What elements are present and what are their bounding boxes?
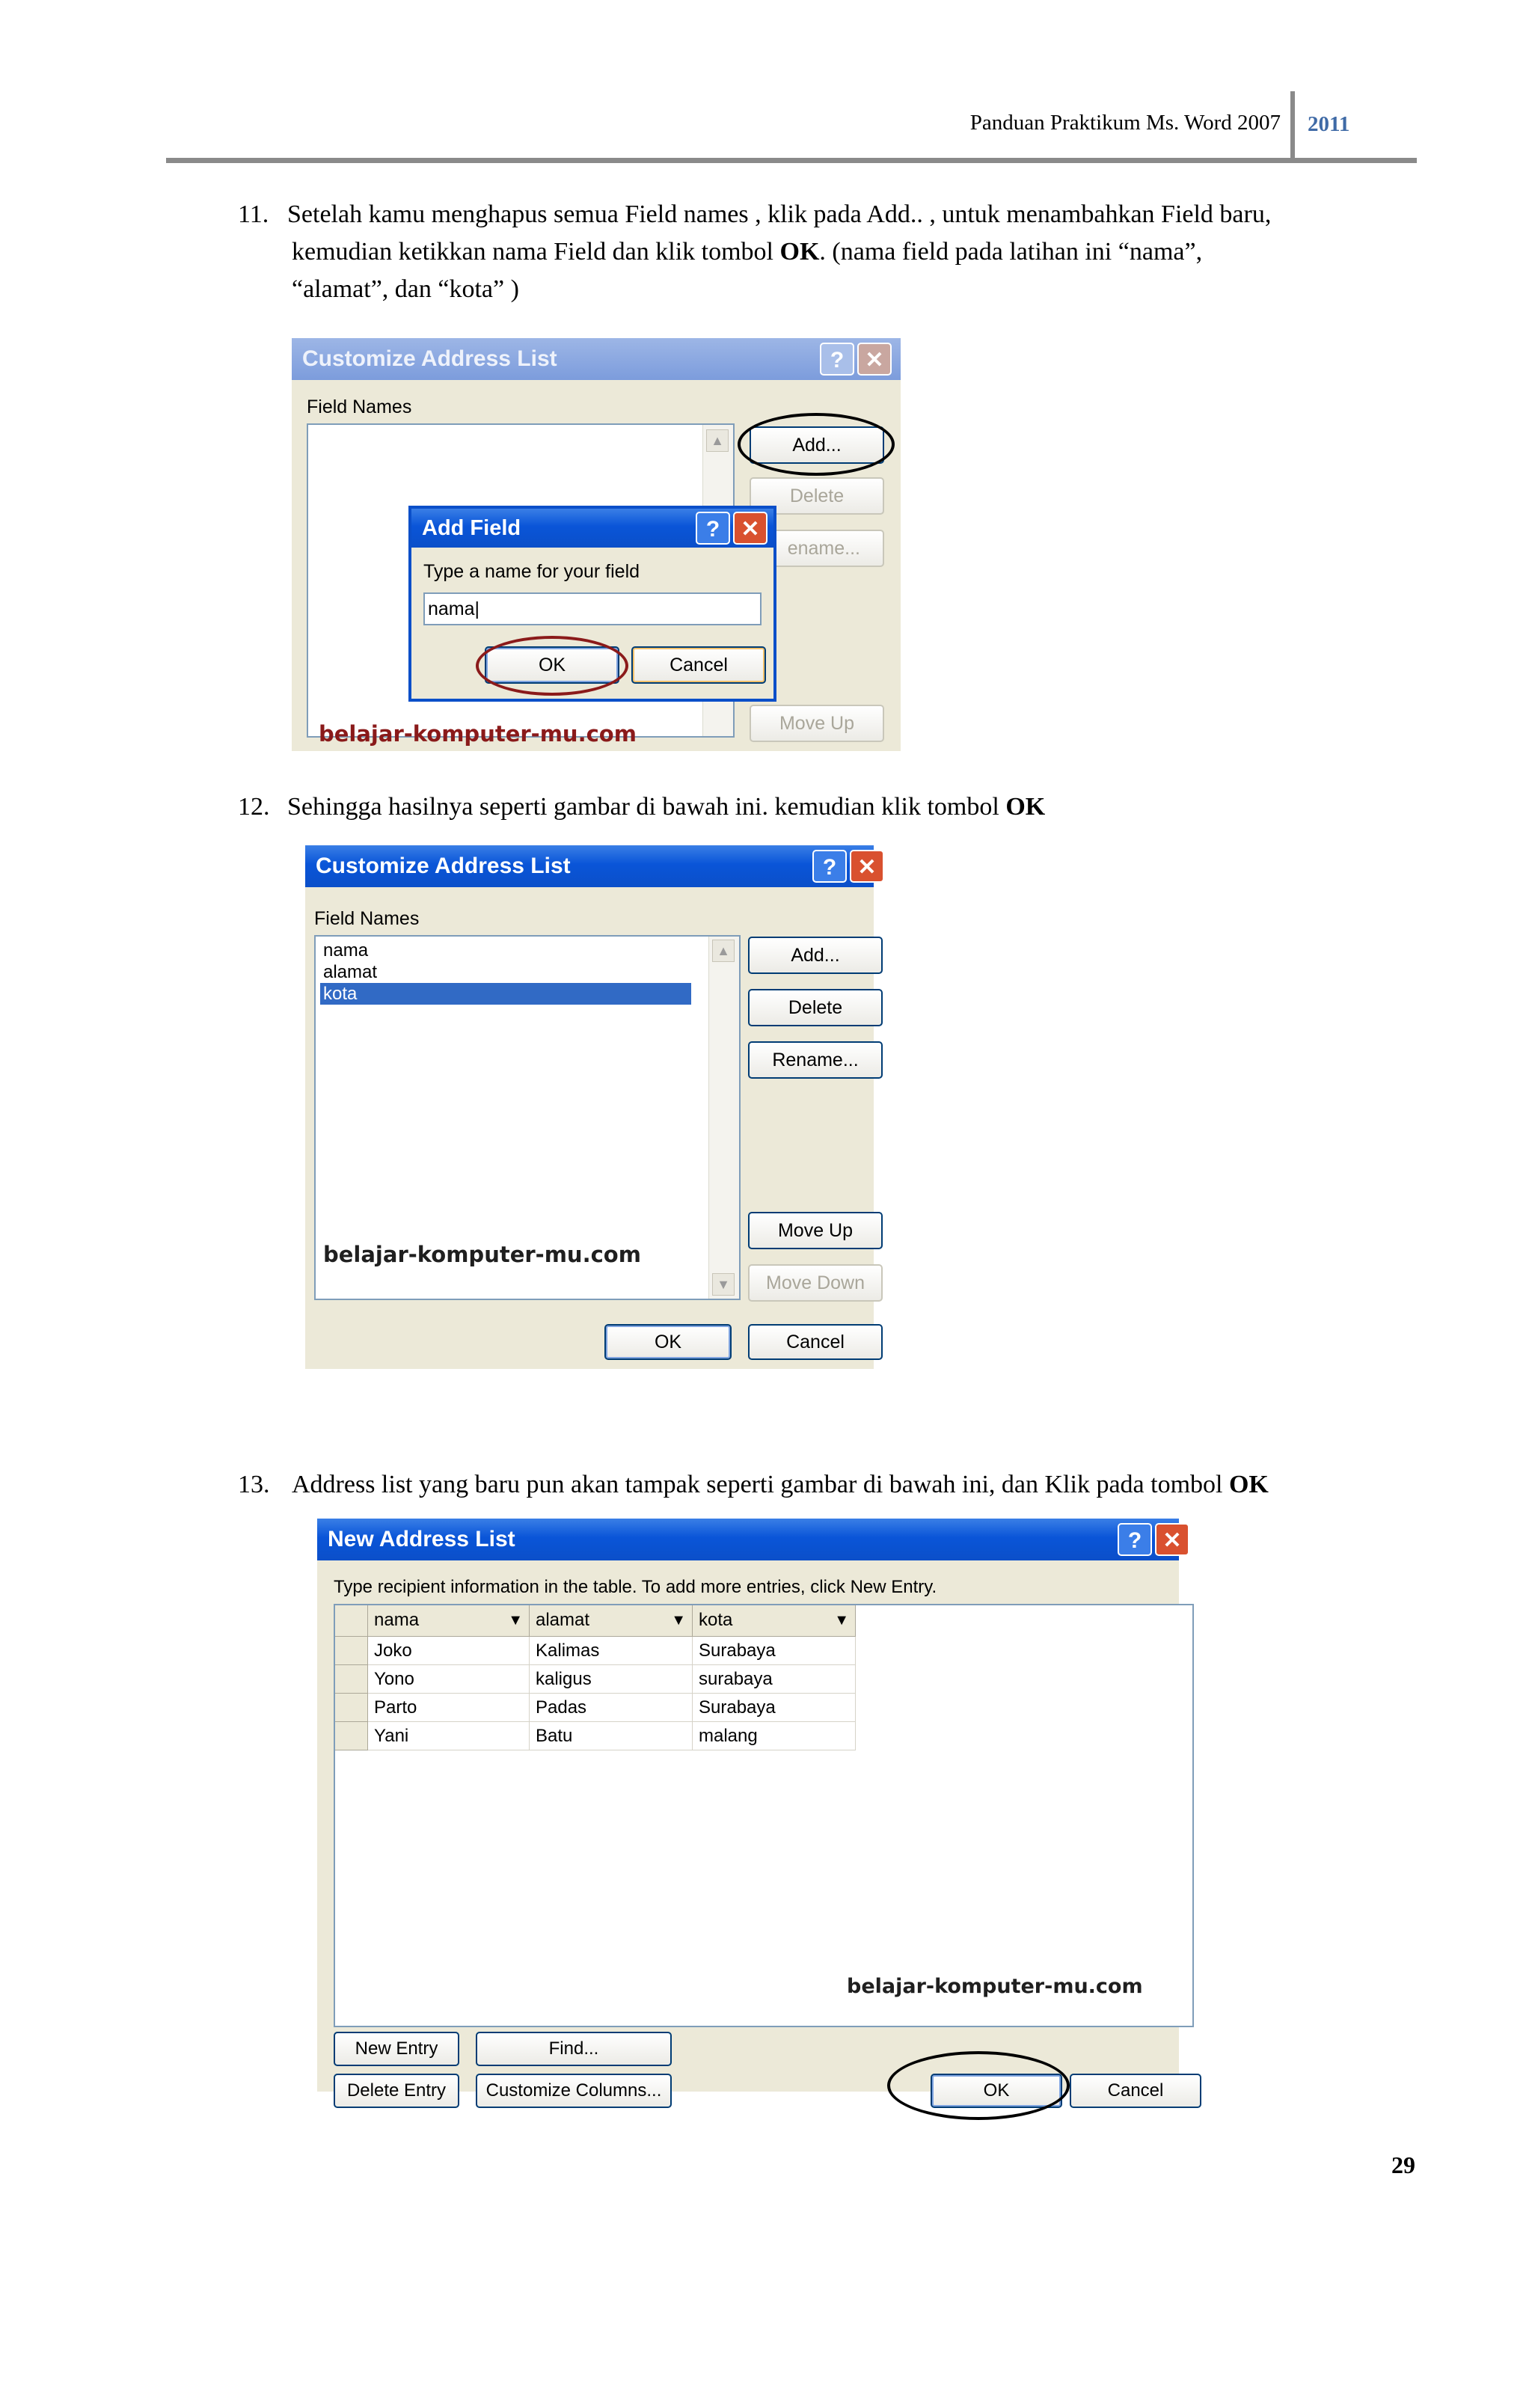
table-cell[interactable]: kaligus	[530, 1665, 693, 1694]
ok-button[interactable]: OK	[931, 2074, 1062, 2108]
field-name-value: nama	[428, 598, 475, 619]
screenshot-customize-address-list-result	[305, 845, 877, 1369]
highlight-oval	[738, 413, 895, 476]
field-names-list[interactable]	[314, 935, 741, 1300]
table-cell[interactable]: Surabaya	[693, 1637, 856, 1665]
chevron-up-icon[interactable]: ▲	[712, 940, 735, 962]
header-rule	[166, 158, 1417, 163]
step-12	[238, 788, 1435, 826]
row-header[interactable]	[335, 1637, 368, 1665]
add-button[interactable]: Add...	[748, 937, 883, 974]
step-text-line-1: Setelah kamu menghapus semua Field names , klik pada Add.. , untuk menambahkan Field baru,	[287, 200, 1272, 228]
move-down-button[interactable]: Move Down	[748, 1264, 883, 1302]
watermark: belajar-komputer-mu.com	[319, 721, 637, 747]
column-header-label: kota	[699, 1610, 733, 1630]
table-cell[interactable]: Kalimas	[530, 1637, 693, 1665]
cancel-button[interactable]: Cancel	[631, 646, 766, 684]
chevron-up-icon[interactable]: ▲	[706, 429, 729, 452]
rename-button[interactable]: Rename...	[748, 1041, 883, 1079]
watermark: belajar-komputer-mu.com	[847, 1975, 1143, 1998]
dialog-title-bar	[292, 338, 901, 380]
dialog-title: Customize Address List	[302, 346, 557, 371]
dialog-title: New Address List	[328, 1527, 515, 1551]
table-cell[interactable]: Parto	[368, 1694, 530, 1722]
step-text	[292, 1466, 1269, 1504]
table-cell[interactable]: malang	[693, 1722, 856, 1750]
delete-entry-button[interactable]: Delete Entry	[334, 2074, 459, 2108]
row-header[interactable]	[335, 1665, 368, 1694]
delete-button[interactable]: Delete	[750, 477, 884, 515]
list-item-selected[interactable]: kota	[320, 983, 691, 1005]
add-field-dialog	[408, 506, 776, 702]
ok-button[interactable]: OK	[485, 646, 619, 684]
find-button[interactable]: Find...	[476, 2032, 672, 2066]
add-button[interactable]: Add...	[750, 426, 884, 464]
rename-button[interactable]: ename...	[750, 530, 884, 567]
add-field-prompt: Type a name for your field	[423, 561, 640, 582]
column-header-label: alamat	[536, 1610, 590, 1630]
help-icon[interactable]: ?	[1118, 1523, 1152, 1556]
column-header-label: nama	[374, 1610, 420, 1630]
column-header-alamat[interactable]	[530, 1605, 693, 1637]
column-header-nama[interactable]	[368, 1605, 530, 1637]
step-text-plain: Sehingga hasilnya seperti gambar di bawah ini. kemudian klik tombol	[287, 793, 1006, 821]
step-13	[238, 1466, 1435, 1504]
close-icon[interactable]: ✕	[857, 343, 892, 376]
customize-columns-button[interactable]: Customize Columns...	[476, 2074, 672, 2108]
table-corner	[335, 1605, 368, 1637]
close-icon[interactable]: ✕	[850, 850, 884, 883]
document-header-title: Panduan Praktikum Ms. Word 2007	[969, 111, 1281, 135]
chevron-down-icon[interactable]: ▼	[712, 1273, 735, 1296]
row-header[interactable]	[335, 1694, 368, 1722]
screenshot-new-address-list	[317, 1519, 1182, 2101]
step-text-bold: OK	[1228, 1471, 1269, 1498]
step-text-line-2	[292, 233, 1202, 271]
field-names-label: Field Names	[307, 396, 412, 417]
add-field-title-bar	[411, 509, 773, 548]
dropdown-arrow-icon[interactable]: ▼	[508, 1612, 523, 1629]
dialog-title-bar	[305, 845, 877, 887]
step-number: 11.	[238, 200, 269, 228]
step-text: . (nama field pada latihan ini “nama”,	[819, 238, 1203, 266]
field-name-input[interactable]: nama|	[423, 592, 762, 625]
delete-button[interactable]: Delete	[748, 989, 883, 1026]
step-11	[238, 196, 1435, 308]
help-icon[interactable]: ?	[696, 512, 730, 545]
step-text-bold: OK	[1005, 793, 1046, 821]
column-header-kota[interactable]	[693, 1605, 856, 1637]
add-field-title: Add Field	[422, 516, 521, 540]
ok-button[interactable]: OK	[604, 1324, 732, 1360]
move-up-button[interactable]: Move Up	[748, 1212, 883, 1249]
step-number: 13.	[238, 1471, 270, 1498]
move-up-button[interactable]: Move Up	[750, 705, 884, 742]
watermark: belajar-komputer-mu.com	[323, 1242, 641, 1267]
cancel-button[interactable]: Cancel	[748, 1324, 883, 1360]
close-icon[interactable]: ✕	[1155, 1523, 1189, 1556]
help-icon[interactable]: ?	[820, 343, 854, 376]
row-header[interactable]	[335, 1722, 368, 1750]
list-item[interactable]: nama	[323, 940, 369, 961]
header-divider	[1290, 91, 1295, 160]
table-cell[interactable]: Surabaya	[693, 1694, 856, 1722]
step-text-bold: OK	[779, 238, 820, 266]
instructions-text: Type recipient information in the table. To add more entries, click New Entry.	[334, 1577, 937, 1597]
table-cell[interactable]: Yani	[368, 1722, 530, 1750]
dialog-title-bar	[317, 1519, 1182, 1560]
close-icon[interactable]: ✕	[733, 512, 767, 545]
table-cell[interactable]: surabaya	[693, 1665, 856, 1694]
table-cell[interactable]: Joko	[368, 1637, 530, 1665]
dropdown-arrow-icon[interactable]: ▼	[834, 1612, 849, 1629]
step-text-line-3: “alamat”, dan “kota” )	[292, 275, 519, 303]
table-cell[interactable]: Padas	[530, 1694, 693, 1722]
screenshot-customize-address-list-add-field	[292, 338, 901, 751]
step-text: kemudian ketikkan nama Field dan klik tombol	[292, 238, 780, 266]
scrollbar[interactable]	[708, 937, 739, 1299]
new-entry-button[interactable]: New Entry	[334, 2032, 459, 2066]
document-header-year: 2011	[1308, 112, 1350, 136]
highlight-oval	[476, 636, 628, 696]
recipient-table[interactable]	[334, 1604, 1194, 2027]
page-number: 29	[1391, 2151, 1415, 2178]
help-icon[interactable]: ?	[812, 850, 847, 883]
step-number: 12.	[238, 793, 270, 821]
dialog-title: Customize Address List	[316, 854, 571, 878]
highlight-oval	[887, 2051, 1070, 2120]
dropdown-arrow-icon[interactable]: ▼	[671, 1612, 686, 1629]
cancel-button[interactable]: Cancel	[1070, 2074, 1201, 2108]
list-item[interactable]: alamat	[323, 962, 378, 982]
step-text	[287, 788, 1045, 826]
field-names-label: Field Names	[314, 908, 420, 929]
step-text-plain: Address list yang baru pun akan tampak seperti gambar di bawah ini, dan Klik pada tombol	[292, 1471, 1229, 1498]
table-cell[interactable]: Yono	[368, 1665, 530, 1694]
table-cell[interactable]: Batu	[530, 1722, 693, 1750]
